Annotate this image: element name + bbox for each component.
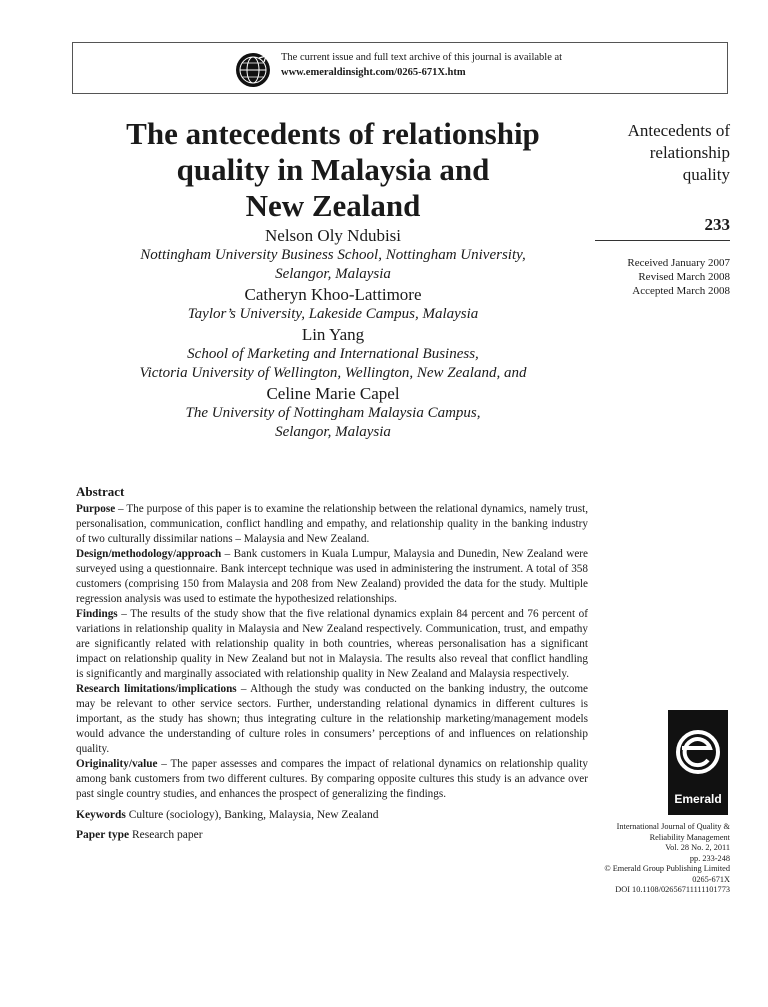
author-affiliation: School of Marketing and International Business, <box>187 346 479 362</box>
section-label: Research limitations/implications <box>76 683 237 695</box>
abstract-limitations <box>76 682 588 757</box>
keywords-label: Keywords <box>76 809 126 821</box>
abstract-originality <box>76 757 588 802</box>
paper-type-text: Research paper <box>129 829 203 841</box>
abstract-findings <box>76 607 588 682</box>
paper-type <box>76 828 588 843</box>
title-line: quality in Malaysia and <box>176 152 490 187</box>
received-date: Received January 2007 <box>627 257 730 269</box>
abstract-design <box>76 547 588 607</box>
section-text: – Although the study was conducted on the banking industry, the outcome may be relevant to other service sectors. Further, understanding relational dynamics in different cultures is important, as the study has shown; thus integrating culture in the relationship marketing/management models would advance the understanding of culture roles in consumers’ perceptions of and influences on relationship quality. <box>76 683 588 755</box>
author-name: Catheryn Khoo-Lattimore <box>244 285 422 304</box>
author-affiliation: Victoria University of Wellington, Wellington, New Zealand, and <box>139 365 527 381</box>
paper-title <box>78 116 588 224</box>
journal-citation <box>590 822 730 896</box>
journal-copyright: © Emerald Group Publishing Limited <box>604 864 730 873</box>
emerald-logo-icon <box>668 710 728 815</box>
logo-brand-text: Emerald <box>674 792 722 806</box>
globe-icon <box>235 52 271 88</box>
abstract-heading: Abstract <box>76 484 125 499</box>
keywords-text: Culture (sociology), Banking, Malaysia, New Zealand <box>125 809 379 821</box>
banner-url-link[interactable]: www.emeraldinsight.com/0265-671X.htm <box>281 67 466 78</box>
running-title-line: relationship <box>649 143 730 162</box>
author-affiliation: The University of Nottingham Malaysia Campus, <box>185 405 481 421</box>
author-affiliation: Nottingham University Business School, Nottingham University, <box>140 247 526 263</box>
submission-dates <box>595 256 730 298</box>
author-affiliation: Selangor, Malaysia <box>275 266 391 282</box>
author-name: Lin Yang <box>301 325 365 344</box>
section-text: – The results of the study show that the five relational dynamics explain 84 percent and 76 percent of variations in relationship quality in Malaysia and New Zealand respectively. Communication, trust, and empathy are significantly related with relationship quality in both countries, whereas personalisation has a significant impact on relationship quality in New Zealand but not in Malaysia. The results also reveal that conflict handling is significantly and marginally associated with relationship quality in New Zealand and Malaysia respectively. <box>76 608 588 680</box>
journal-pages: pp. 233-248 <box>689 853 730 863</box>
section-text: – Bank customers in Kuala Lumpur, Malaysia and Dunedin, New Zealand were surveyed using a questionnaire. Bank intercept technique was used in administering the instrument. A total of 358 customers (comprising 150 from Malaysia and 208 from New Zealand) provided the data for the study. Multiple regression analysis was used to estimate the hypothesized relationships. <box>76 548 588 605</box>
author-name: Nelson Oly Ndubisi <box>265 226 401 245</box>
section-label: Originality/value <box>76 758 158 770</box>
author-name: Celine Marie Capel <box>266 384 400 403</box>
revised-date: Revised March 2008 <box>638 271 730 283</box>
journal-doi: DOI 10.1108/02656711111101773 <box>615 885 730 894</box>
journal-name: International Journal of Quality & <box>616 822 730 831</box>
running-title <box>595 120 730 186</box>
abstract-purpose <box>76 502 588 547</box>
paper-type-label: Paper type <box>76 829 130 841</box>
author-affiliation: Taylor’s University, Lakeside Campus, Malaysia <box>187 306 479 322</box>
section-text: – The paper assesses and compares the impact of relational dynamics on relationship quality among bank customers from two different cultures. By comparing opposite cultures this study is an advance over past single country studies, and enhances the prospect of generalizing the findings. <box>76 758 588 800</box>
journal-name: Reliability Management <box>649 832 730 842</box>
accepted-date: Accepted March 2008 <box>632 285 730 297</box>
author-affiliation: Selangor, Malaysia <box>275 424 391 440</box>
section-label: Findings <box>76 608 118 620</box>
title-line: The antecedents of relationship <box>126 116 540 151</box>
running-title-line: quality <box>682 165 730 184</box>
section-label: Purpose <box>76 503 116 515</box>
author-list <box>78 225 588 442</box>
banner-availability-text: The current issue and full text archive of this journal is available at <box>281 52 563 63</box>
journal-issn: 0265-671X <box>692 874 730 884</box>
margin-divider <box>595 240 730 241</box>
abstract <box>76 484 588 843</box>
section-label: Design/methodology/approach <box>76 548 222 560</box>
running-title-line: Antecedents of <box>627 121 730 140</box>
title-line: New Zealand <box>245 188 421 223</box>
keywords <box>76 808 588 823</box>
section-text: – The purpose of this paper is to examine the relationship between the relational dynamics, namely trust, personalisation, communication, conflict handling and empathy, and relationship quality in the banking industry of two culturally dissimilar nations – Malaysia and New Zealand. <box>76 503 588 545</box>
journal-volume: Vol. 28 No. 2, 2011 <box>665 843 730 852</box>
page-number: 233 <box>704 215 730 234</box>
